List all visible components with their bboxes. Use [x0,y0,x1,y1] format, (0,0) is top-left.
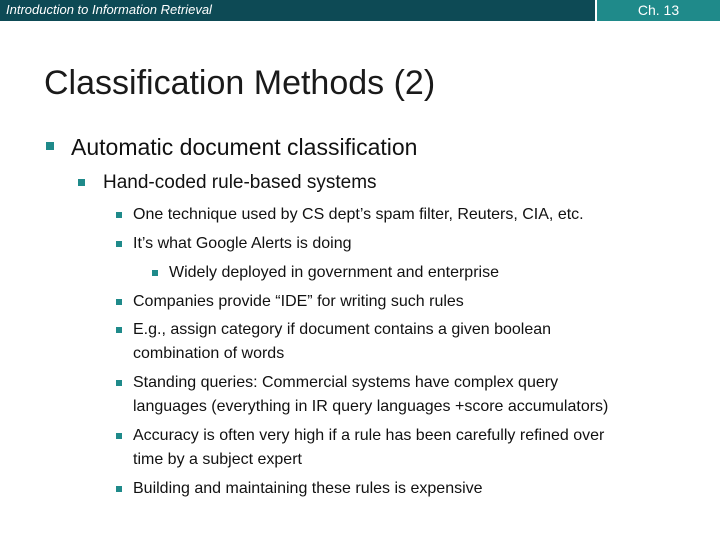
square-bullet-icon [46,142,54,150]
square-bullet-icon [116,212,122,218]
course-title: Introduction to Information Retrieval [6,2,212,17]
square-bullet-icon [152,270,158,276]
bullet-text: One technique used by CS dept’s spam filter, Reuters, CIA, etc. [133,206,584,223]
bullet-text: Companies provide “IDE” for writing such rules [133,293,464,310]
bullet-text: time by a subject expert [133,451,302,468]
square-bullet-icon [116,433,122,439]
square-bullet-icon [116,380,122,386]
bullet-text: Accuracy is often very high if a rule has been carefully refined over [133,427,605,444]
bullet-text: combination of words [133,345,285,362]
slide-title: Classification Methods (2) [44,64,436,102]
square-bullet-icon [116,241,122,247]
bullet-text: Standing queries: Commercial systems have complex query [133,374,559,391]
header-bar [0,0,595,21]
square-bullet-icon [116,486,122,492]
bullet-text: It’s what Google Alerts is doing [133,235,352,252]
bullet-text: Widely deployed in government and enterprise [169,264,499,281]
bullet-text: Automatic document classification [71,134,418,160]
chapter-box [597,0,720,21]
bullet-text: E.g., assign category if document contains a given boolean [133,321,552,338]
bullet-text: Building and maintaining these rules is expensive [133,480,483,497]
bullet-text: Hand-coded rule-based systems [103,172,377,193]
bullet-text: languages (everything in IR query languages +score accumulators) [133,398,609,415]
chapter-label: Ch. 13 [637,2,680,18]
square-bullet-icon [116,299,122,305]
square-bullet-icon [78,179,85,186]
square-bullet-icon [116,327,122,333]
